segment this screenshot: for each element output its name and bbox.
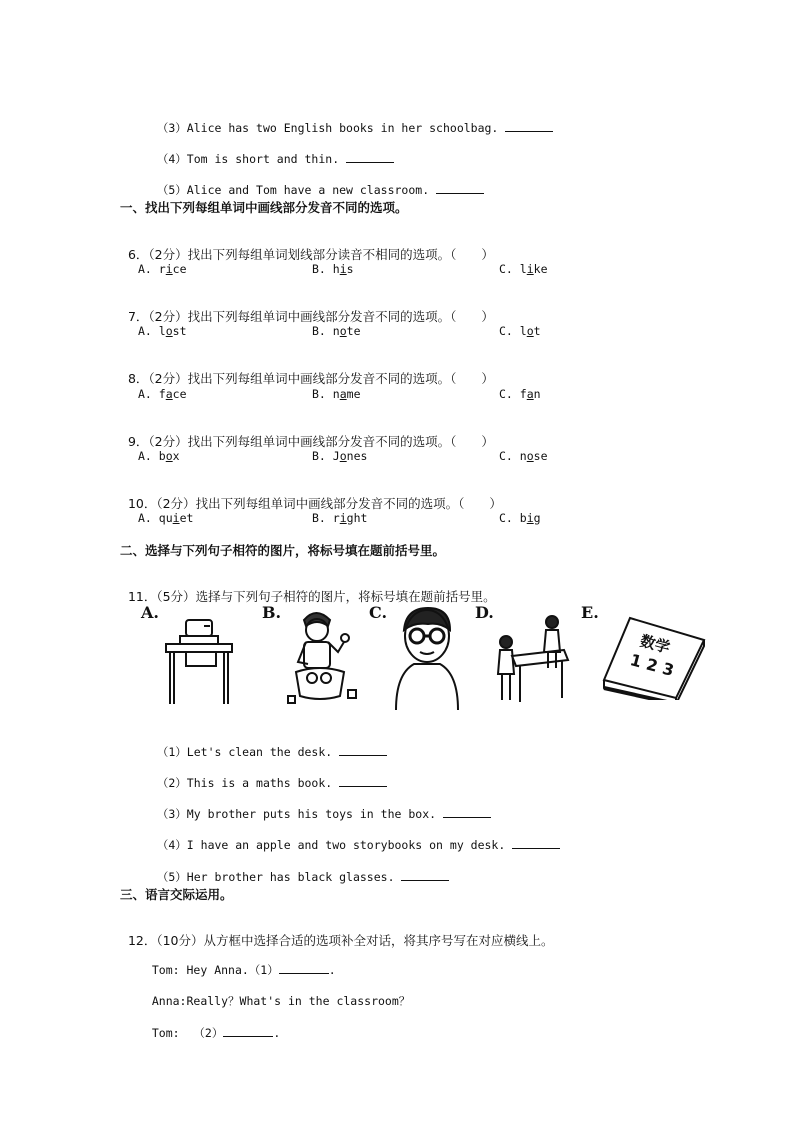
dialogue-line-1: Tom: Hey Anna.（1） . xyxy=(151,963,336,977)
option-b[interactable]: B. note xyxy=(312,324,361,338)
answer-blank[interactable] xyxy=(223,1025,273,1037)
option-a[interactable]: A. box xyxy=(138,449,180,463)
option-c[interactable]: C. fan xyxy=(499,387,541,401)
desk-with-sewing-machine-icon xyxy=(160,612,240,708)
sentence-2: （2）This is a maths book. xyxy=(143,761,387,791)
answer-blank[interactable] xyxy=(339,744,387,756)
option-b[interactable]: B. name xyxy=(312,387,361,401)
maths-book-icon xyxy=(600,614,706,700)
answer-blank[interactable] xyxy=(339,775,387,787)
option-b[interactable]: B. Jones xyxy=(312,449,368,463)
statement-4: （4）Tom is short and thin. xyxy=(143,137,394,167)
picture-label-e: E. xyxy=(581,603,599,622)
option-a[interactable]: A. quiet xyxy=(138,511,194,525)
sentence-5: （5）Her brother has black glasses. xyxy=(143,855,449,885)
answer-blank[interactable] xyxy=(512,837,560,849)
picture-label-d: D. xyxy=(475,603,494,622)
option-c[interactable]: C. lot xyxy=(499,324,541,338)
question-6: 6．（2分）找出下列每组单词划线部分读音不相同的选项。（ ） xyxy=(127,247,494,262)
picture-label-a: A. xyxy=(141,603,159,622)
option-c[interactable]: C. nose xyxy=(499,449,548,463)
dialogue-line-2: Anna:Really？What's in the classroom？ xyxy=(151,994,411,1008)
statement-3: （3）Alice has two English books in her schoolbag. xyxy=(143,106,553,136)
picture-label-c: C. xyxy=(369,603,388,622)
statement-5: （5）Alice and Tom have a new classroom. xyxy=(143,168,484,198)
kids-cleaning-desk-icon xyxy=(492,612,572,706)
answer-blank[interactable] xyxy=(401,869,449,881)
option-a[interactable]: A. rice xyxy=(138,262,187,276)
option-b[interactable]: B. right xyxy=(312,511,368,525)
option-b[interactable]: B. his xyxy=(312,262,354,276)
answer-blank[interactable] xyxy=(505,120,553,132)
boy-with-glasses-icon xyxy=(392,606,462,710)
sentence-3: （3）My brother puts his toys in the box. xyxy=(143,792,491,822)
sentence-4: （4）I have an apple and two storybooks on my desk. xyxy=(143,823,560,853)
sentence-1: （1）Let's clean the desk. xyxy=(143,730,387,760)
question-7: 7．（2分）找出下列每组单词中画线部分发音不同的选项。（ ） xyxy=(127,309,494,324)
answer-blank[interactable] xyxy=(436,182,484,194)
question-9: 9．（2分）找出下列每组单词中画线部分发音不同的选项。（ ） xyxy=(127,434,494,449)
book-numbers: 1 2 3 xyxy=(628,650,677,681)
section-heading-3: 三、语言交际运用。 xyxy=(120,887,233,902)
answer-blank[interactable] xyxy=(346,151,394,163)
picture-label-b: B. xyxy=(262,603,282,622)
section-heading-1: 一、找出下列每组单词中画线部分发音不同的选项。 xyxy=(120,200,408,215)
question-12: 12．（10分）从方框中选择合适的选项补全对话，将其序号写在对应横线上。 xyxy=(127,933,554,948)
option-a[interactable]: A. face xyxy=(138,387,187,401)
answer-blank[interactable] xyxy=(443,806,491,818)
boy-with-toy-box-icon xyxy=(282,606,368,710)
question-8: 8．（2分）找出下列每组单词中画线部分发音不同的选项。（ ） xyxy=(127,371,494,386)
section-heading-2: 二、选择与下列句子相符的图片，将标号填在题前括号里。 xyxy=(120,543,446,558)
option-c[interactable]: C. big xyxy=(499,511,541,525)
option-c[interactable]: C. like xyxy=(499,262,548,276)
answer-blank[interactable] xyxy=(279,962,329,974)
option-a[interactable]: A. lost xyxy=(138,324,187,338)
question-10: 10．（2分）找出下列每组单词中画线部分发音不同的选项。（ ） xyxy=(127,496,502,511)
question-11: 11．（5分）选择与下列句子相符的图片，将标号填在题前括号里。 xyxy=(127,589,496,604)
book-title: 数学 xyxy=(638,631,672,657)
dialogue-line-3: Tom: （2） . xyxy=(151,1026,281,1040)
